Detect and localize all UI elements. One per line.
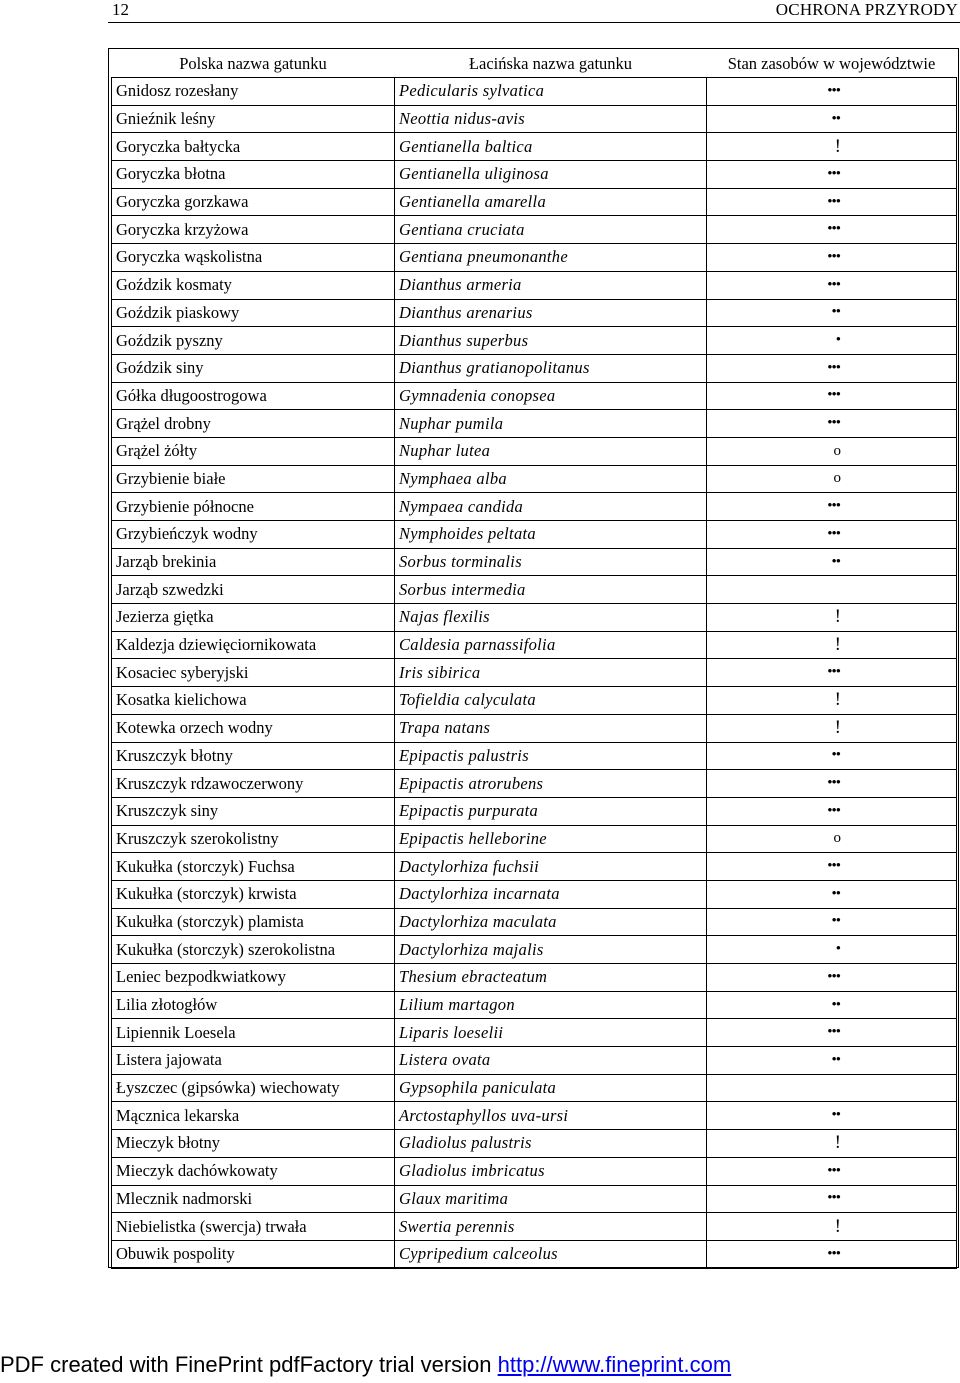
table-row xyxy=(112,216,957,244)
status-cell: ! xyxy=(707,714,957,742)
polish-name-cell: Grążel żółty xyxy=(112,437,395,465)
polish-name-cell: Gnieźnik leśny xyxy=(112,105,395,133)
latin-name-cell: Epipactis atrorubens xyxy=(395,770,707,798)
table-row xyxy=(112,1047,957,1075)
status-cell: ••• xyxy=(707,78,957,106)
table-row xyxy=(112,964,957,992)
table-row xyxy=(112,382,957,410)
table-header-row xyxy=(112,51,957,78)
column-header-latin-name: Łacińska nazwa gatunku xyxy=(468,54,633,73)
polish-name-cell: Kruszczyk rdzawoczerwony xyxy=(112,770,395,798)
polish-name-cell: Kruszczyk szerokolistny xyxy=(112,825,395,853)
latin-name-cell: Sorbus intermedia xyxy=(395,576,707,604)
polish-name-cell: Goryczka błotna xyxy=(112,161,395,189)
status-cell: ••• xyxy=(707,659,957,687)
polish-name-cell: Leniec bezpodkwiatkowy xyxy=(112,964,395,992)
status-cell: ••• xyxy=(707,216,957,244)
latin-name-cell: Dactylorhiza maculata xyxy=(395,908,707,936)
polish-name-cell: Kaldezja dziewięciornikowata xyxy=(112,631,395,659)
polish-name-cell: Goryczka wąskolistna xyxy=(112,244,395,272)
polish-name-cell: Kruszczyk błotny xyxy=(112,742,395,770)
table-row xyxy=(112,1019,957,1047)
status-cell: •• xyxy=(707,742,957,770)
polish-name-cell: Goździk kosmaty xyxy=(112,271,395,299)
status-cell: ••• xyxy=(707,410,957,438)
header-rule xyxy=(108,22,960,23)
status-cell: •• xyxy=(707,908,957,936)
latin-name-cell: Gentianella baltica xyxy=(395,133,707,161)
polish-name-cell: Goździk piaskowy xyxy=(112,299,395,327)
status-cell: ••• xyxy=(707,382,957,410)
latin-name-cell: Dianthus arenarius xyxy=(395,299,707,327)
latin-name-cell: Dactylorhiza fuchsii xyxy=(395,853,707,881)
status-cell: •• xyxy=(707,548,957,576)
status-cell: • xyxy=(707,936,957,964)
table-row xyxy=(112,687,957,715)
status-cell: ••• xyxy=(707,1019,957,1047)
status-cell: ••• xyxy=(707,244,957,272)
table-row xyxy=(112,991,957,1019)
table-row xyxy=(112,133,957,161)
status-cell: ! xyxy=(707,1213,957,1241)
column-header-polish-name: Polska nazwa gatunku xyxy=(179,54,327,73)
latin-name-cell: Gladiolus palustris xyxy=(395,1130,707,1158)
table-row xyxy=(112,825,957,853)
polish-name-cell: Jarząb szwedzki xyxy=(112,576,395,604)
latin-name-cell: Iris sibirica xyxy=(395,659,707,687)
polish-name-cell: Mącznica lekarska xyxy=(112,1102,395,1130)
table-row xyxy=(112,354,957,382)
table-row xyxy=(112,1130,957,1158)
polish-name-cell: Goryczka krzyżowa xyxy=(112,216,395,244)
status-cell: ••• xyxy=(707,493,957,521)
polish-name-cell: Kukułka (storczyk) krwista xyxy=(112,880,395,908)
latin-name-cell: Nuphar pumila xyxy=(395,410,707,438)
polish-name-cell: Lipiennik Loesela xyxy=(112,1019,395,1047)
status-cell xyxy=(707,576,957,604)
table-row xyxy=(112,521,957,549)
table-row xyxy=(112,1213,957,1241)
status-cell: o xyxy=(707,465,957,493)
latin-name-cell: Gentiana cruciata xyxy=(395,216,707,244)
status-cell xyxy=(707,1074,957,1102)
latin-name-cell: Dianthus superbus xyxy=(395,327,707,355)
table-row xyxy=(112,188,957,216)
polish-name-cell: Mieczyk dachówkowaty xyxy=(112,1157,395,1185)
latin-name-cell: Dactylorhiza majalis xyxy=(395,936,707,964)
status-cell: ! xyxy=(707,604,957,632)
latin-name-cell: Tofieldia calyculata xyxy=(395,687,707,715)
latin-name-cell: Pedicularis sylvatica xyxy=(395,78,707,106)
table-row xyxy=(112,161,957,189)
status-cell: •• xyxy=(707,105,957,133)
column-header-resource-status: Stan zasobów w województwie xyxy=(727,54,936,73)
latin-name-cell: Sorbus torminalis xyxy=(395,548,707,576)
table-row xyxy=(112,576,957,604)
latin-name-cell: Nymphoides peltata xyxy=(395,521,707,549)
latin-name-cell: Epipactis palustris xyxy=(395,742,707,770)
polish-name-cell: Grzybienie białe xyxy=(112,465,395,493)
table-row xyxy=(112,742,957,770)
status-cell: ! xyxy=(707,687,957,715)
table-row xyxy=(112,299,957,327)
latin-name-cell: Epipactis helleborine xyxy=(395,825,707,853)
table-row xyxy=(112,271,957,299)
status-cell: ! xyxy=(707,133,957,161)
status-cell: ••• xyxy=(707,853,957,881)
footer-link[interactable]: http://www.fineprint.com xyxy=(497,1352,732,1377)
table-row xyxy=(112,1157,957,1185)
table-row xyxy=(112,1074,957,1102)
status-cell: ••• xyxy=(707,521,957,549)
status-cell: ••• xyxy=(707,1185,957,1213)
table-row xyxy=(112,770,957,798)
table-row xyxy=(112,437,957,465)
status-cell: •• xyxy=(707,991,957,1019)
latin-name-cell: Najas flexilis xyxy=(395,604,707,632)
species-table xyxy=(111,51,957,1269)
latin-name-cell: Nymphaea alba xyxy=(395,465,707,493)
latin-name-cell: Dianthus armeria xyxy=(395,271,707,299)
polish-name-cell: Goryczka bałtycka xyxy=(112,133,395,161)
polish-name-cell: Kukułka (storczyk) szerokolistna xyxy=(112,936,395,964)
status-cell: ••• xyxy=(707,354,957,382)
table-row xyxy=(112,327,957,355)
status-cell: • xyxy=(707,327,957,355)
table-row xyxy=(112,1102,957,1130)
latin-name-cell: Gentiana pneumonanthe xyxy=(395,244,707,272)
species-table-frame xyxy=(108,48,959,1268)
status-cell: ••• xyxy=(707,188,957,216)
table-row xyxy=(112,493,957,521)
polish-name-cell: Gółka długoostrogowa xyxy=(112,382,395,410)
table-body xyxy=(112,78,957,1269)
polish-name-cell: Kotewka orzech wodny xyxy=(112,714,395,742)
latin-name-cell: Gentianella amarella xyxy=(395,188,707,216)
status-cell: •• xyxy=(707,1102,957,1130)
table-row xyxy=(112,659,957,687)
polish-name-cell: Gnidosz rozesłany xyxy=(112,78,395,106)
polish-name-cell: Kosatka kielichowa xyxy=(112,687,395,715)
polish-name-cell: Łyszczec (gipsówka) wiechowaty xyxy=(112,1074,395,1102)
latin-name-cell: Neottia nidus-avis xyxy=(395,105,707,133)
latin-name-cell: Gypsophila paniculata xyxy=(395,1074,707,1102)
table-row xyxy=(112,244,957,272)
status-cell: ••• xyxy=(707,1240,957,1268)
latin-name-cell: Trapa natans xyxy=(395,714,707,742)
polish-name-cell: Grzybienie północne xyxy=(112,493,395,521)
polish-name-cell: Lilia złotogłów xyxy=(112,991,395,1019)
polish-name-cell: Mieczyk błotny xyxy=(112,1130,395,1158)
status-cell: o xyxy=(707,825,957,853)
latin-name-cell: Gladiolus imbricatus xyxy=(395,1157,707,1185)
status-cell: o xyxy=(707,437,957,465)
status-cell: ••• xyxy=(707,797,957,825)
polish-name-cell: Kukułka (storczyk) Fuchsa xyxy=(112,853,395,881)
table-row xyxy=(112,1185,957,1213)
latin-name-cell: Gentianella uliginosa xyxy=(395,161,707,189)
status-cell: ••• xyxy=(707,770,957,798)
latin-name-cell: Swertia perennis xyxy=(395,1213,707,1241)
latin-name-cell: Dianthus gratianopolitanus xyxy=(395,354,707,382)
pdf-footer xyxy=(0,1352,731,1378)
polish-name-cell: Grążel drobny xyxy=(112,410,395,438)
status-cell: ••• xyxy=(707,1157,957,1185)
footer-text: PDF created with FinePrint pdfFactory trial version xyxy=(0,1352,498,1377)
table-row xyxy=(112,880,957,908)
polish-name-cell: Goździk pyszny xyxy=(112,327,395,355)
latin-name-cell: Gymnadenia conopsea xyxy=(395,382,707,410)
polish-name-cell: Mlecznik nadmorski xyxy=(112,1185,395,1213)
latin-name-cell: Arctostaphyllos uva-ursi xyxy=(395,1102,707,1130)
latin-name-cell: Liparis loeselii xyxy=(395,1019,707,1047)
status-cell: ••• xyxy=(707,964,957,992)
table-row xyxy=(112,908,957,936)
table-row xyxy=(112,714,957,742)
latin-name-cell: Nympaea candida xyxy=(395,493,707,521)
polish-name-cell: Grzybieńczyk wodny xyxy=(112,521,395,549)
page-number: 12 xyxy=(112,0,129,19)
latin-name-cell: Listera ovata xyxy=(395,1047,707,1075)
latin-name-cell: Thesium ebracteatum xyxy=(395,964,707,992)
polish-name-cell: Jezierza giętka xyxy=(112,604,395,632)
status-cell: ••• xyxy=(707,161,957,189)
table-row xyxy=(112,1240,957,1268)
status-cell: ••• xyxy=(707,271,957,299)
polish-name-cell: Goryczka gorzkawa xyxy=(112,188,395,216)
latin-name-cell: Lilium martagon xyxy=(395,991,707,1019)
latin-name-cell: Glaux maritima xyxy=(395,1185,707,1213)
polish-name-cell: Goździk siny xyxy=(112,354,395,382)
polish-name-cell: Kruszczyk siny xyxy=(112,797,395,825)
table-row xyxy=(112,604,957,632)
status-cell: •• xyxy=(707,299,957,327)
status-cell: •• xyxy=(707,880,957,908)
polish-name-cell: Kukułka (storczyk) plamista xyxy=(112,908,395,936)
status-cell: ! xyxy=(707,1130,957,1158)
table-row xyxy=(112,410,957,438)
table-row xyxy=(112,853,957,881)
table-row xyxy=(112,465,957,493)
status-cell: ! xyxy=(707,631,957,659)
polish-name-cell: Listera jajowata xyxy=(112,1047,395,1075)
table-row xyxy=(112,105,957,133)
status-cell: •• xyxy=(707,1047,957,1075)
latin-name-cell: Epipactis purpurata xyxy=(395,797,707,825)
table-row xyxy=(112,548,957,576)
table-row xyxy=(112,631,957,659)
table-row xyxy=(112,797,957,825)
polish-name-cell: Jarząb brekinia xyxy=(112,548,395,576)
latin-name-cell: Dactylorhiza incarnata xyxy=(395,880,707,908)
table-row xyxy=(112,936,957,964)
polish-name-cell: Niebielistka (swercja) trwała xyxy=(112,1213,395,1241)
table-row xyxy=(112,78,957,106)
polish-name-cell: Obuwik pospolity xyxy=(112,1240,395,1268)
polish-name-cell: Kosaciec syberyjski xyxy=(112,659,395,687)
latin-name-cell: Caldesia parnassifolia xyxy=(395,631,707,659)
running-title: OCHRONA PRZYRODY xyxy=(775,0,958,19)
latin-name-cell: Cypripedium calceolus xyxy=(395,1240,707,1268)
latin-name-cell: Nuphar lutea xyxy=(395,437,707,465)
